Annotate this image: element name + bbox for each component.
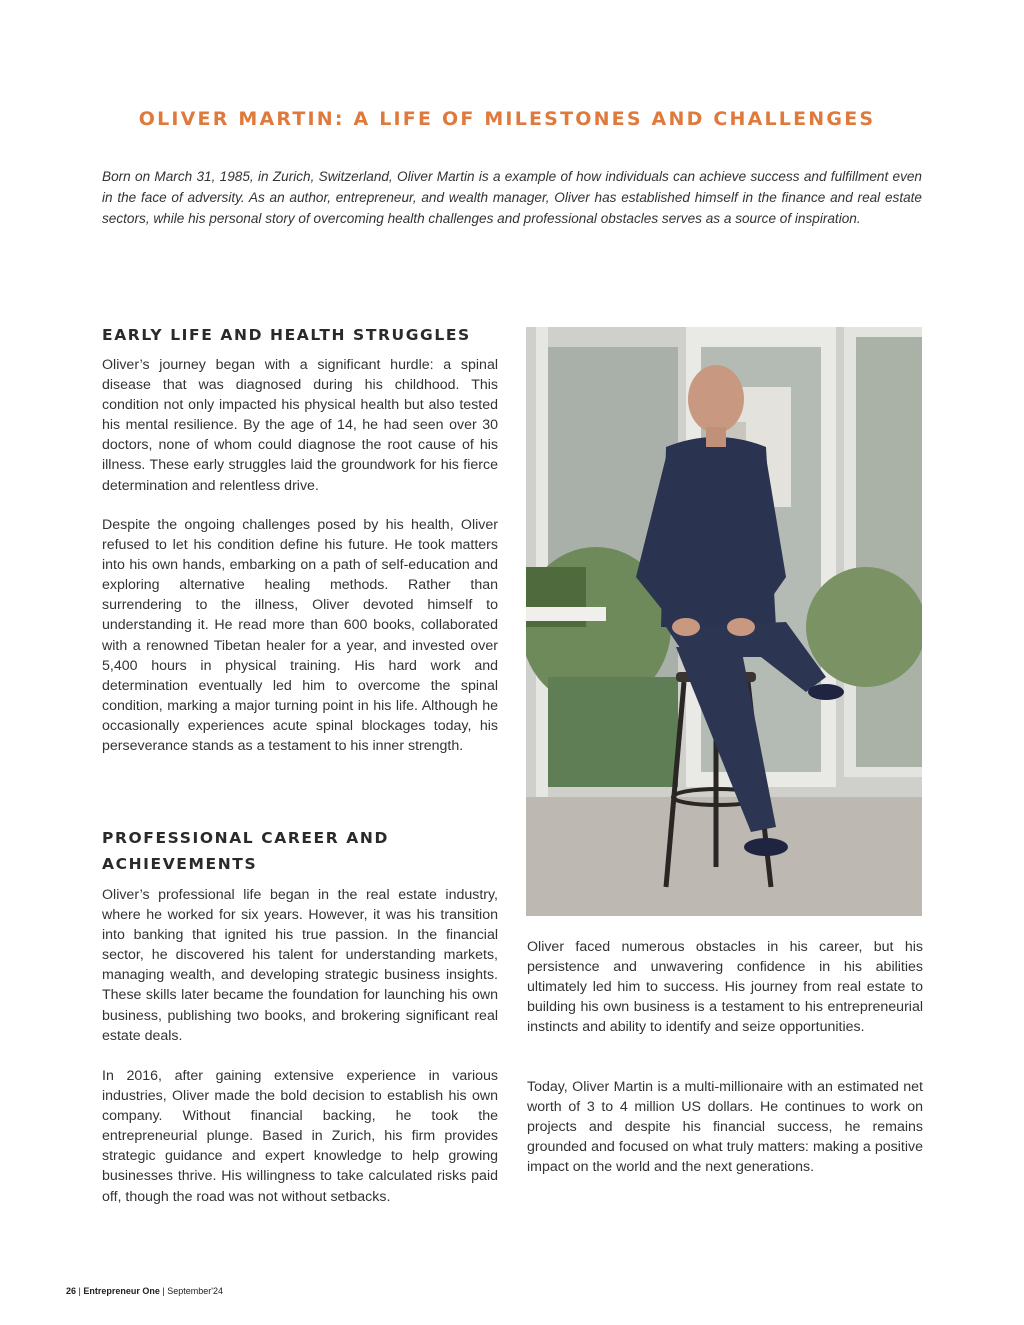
page-number: 26 xyxy=(66,1286,77,1296)
section-heading-early-life: EARLY LIFE AND HEALTH STRUGGLES xyxy=(102,326,471,344)
career-paragraph-2: In 2016, after gaining extensive experience in various industries, Oliver made the bold decision to establish his own company. Without financial backing, he took the entrepreneurial plunge. Based in Zurich, his firm provides strategic guidance and expert knowledge to help growing businesses thrive. His willingness to take calculated risks paid off, though the road was not without setbacks. xyxy=(102,1068,498,1205)
section-heading-career xyxy=(102,825,389,877)
issue-date: September'24 xyxy=(167,1286,223,1296)
footer-separator-2: | xyxy=(159,1286,168,1296)
page-footer xyxy=(66,1286,223,1296)
right-column-paragraph-1: Oliver faced numerous obstacles in his career, but his persistence and unwavering confidence in his abilities ultimately led him to success. His journey from real estate to building his own business is a testament to his entrepreneurial instincts and ability to identify and seize opportunities. xyxy=(527,939,923,1036)
portrait-photo xyxy=(526,327,922,916)
career-heading-line-2: ACHIEVEMENTS xyxy=(102,855,258,873)
career-heading-line-1: PROFESSIONAL CAREER AND xyxy=(102,829,389,847)
article-intro: Born on March 31, 1985, in Zurich, Switzerland, Oliver Martin is a example of how individuals can achieve success and fulfillment even in the face of adversity. As an author, entrepreneur, and wealth manager, Oliver has established himself in the finance and real estate sectors, while his personal story of overcoming health challenges and professional obstacles serves as a source of inspiration. xyxy=(102,169,922,226)
career-paragraph-1: Oliver’s professional life began in the real estate industry, where he worked for six years. However, it was his transition into banking that ignited his true passion. In the financial sector, he discovered his talent for understanding markets, managing wealth, and developing strategic business insights. These skills later became the foundation for launching his own business, publishing two books, and brokering significant real estate deals. xyxy=(102,887,498,1044)
magazine-name: Entrepreneur One xyxy=(83,1286,160,1296)
article-title: OLIVER MARTIN: A LIFE OF MILESTONES AND CHALLENGES xyxy=(138,108,876,130)
footer-separator-1: | xyxy=(76,1286,84,1296)
right-column-paragraph-2: Today, Oliver Martin is a multi-millionaire with an estimated net worth of 3 to 4 million US dollars. He continues to work on projects and despite his financial success, he remains grounded and focused on what truly matters: making a positive impact on the world and the next generations. xyxy=(527,1079,923,1176)
portrait-illustration xyxy=(526,327,922,916)
early-life-paragraph-2: Despite the ongoing challenges posed by his health, Oliver refused to let his condition define his future. He took matters into his own hands, embarking on a path of self-education and exploring alternative healing methods. Rather than surrendering to the illness, Oliver devoted himself to understanding it. He read more than 600 books, collaborated with a renowned Tibetan healer for a year, and invested over 5,400 hours in physical training. His hard work and determination eventually led him to overcome the spinal condition, marking a major turning point in his life. Although he occasionally experiences acute spinal blockages today, his perseverance stands as a testament to his inner strength. xyxy=(102,517,498,755)
early-life-paragraph-1: Oliver’s journey began with a significant hurdle: a spinal disease that was diagnosed during his childhood. This condition not only impacted his physical health but also tested his mental resilience. By the age of 14, he had seen over 30 doctors, none of whom could diagnose the root cause of his illness. These early struggles laid the groundwork for his fierce determination and relentless drive. xyxy=(102,357,498,494)
